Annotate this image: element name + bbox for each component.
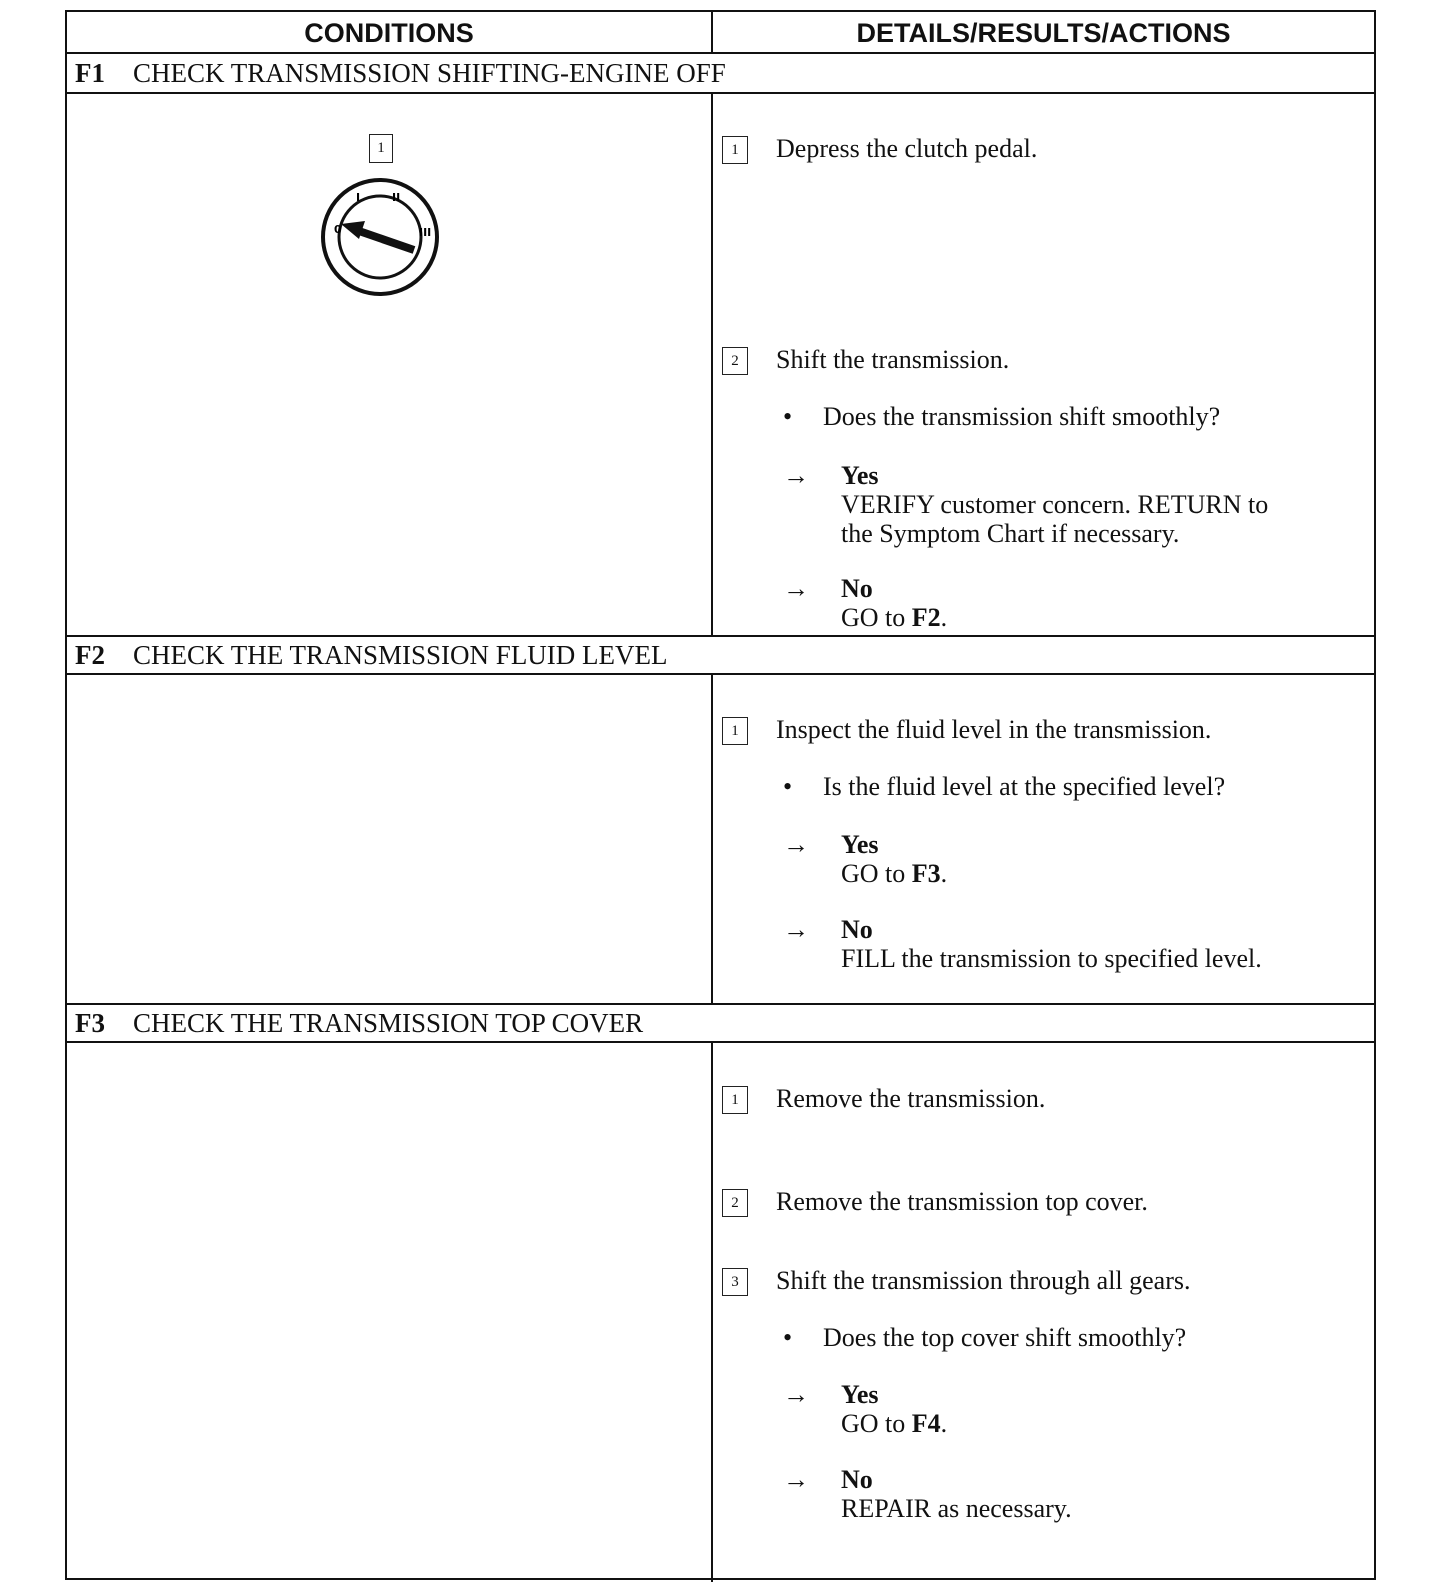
section-code: F2 [75,640,105,670]
section-title-text: CHECK THE TRANSMISSION FLUID LEVEL [133,640,668,670]
step-number-box: 1 [722,136,748,164]
divider [67,92,1374,94]
answer-action: GO to F3. [841,859,948,888]
dial-mark: III [419,226,432,239]
step-text: Shift the transmission through all gears. [776,1266,1191,1295]
arrow-right-icon: → [783,915,809,944]
step-text: Remove the transmission top cover. [776,1187,1148,1216]
column-divider [711,1041,713,1582]
no-branch [783,1465,1072,1523]
answer-action: REPAIR as necessary. [841,1494,1072,1523]
bullet-icon: • [783,402,793,431]
section-title-f2 [75,640,668,671]
section-title-f3 [75,1008,643,1039]
figure-step-box: 1 [369,134,393,163]
divider [67,635,1374,637]
dial-mark: II [392,191,401,204]
step-item [722,1187,1148,1217]
divider [67,673,1374,675]
arrow-right-icon: → [783,830,809,859]
step-number-box: 2 [722,1189,748,1217]
divider [67,52,1374,54]
divider [67,1003,1374,1005]
column-divider [711,92,713,635]
answer-label: Yes [841,830,879,859]
question-item [783,772,1225,802]
answer-label: Yes [841,1380,879,1409]
question-text: Does the transmission shift smoothly? [823,402,1221,431]
section-title-text: CHECK TRANSMISSION SHIFTING-ENGINE OFF [133,58,726,88]
answer-label: No [841,574,873,603]
answer-label: No [841,915,873,944]
question-item [783,402,1220,432]
bullet-icon: • [783,772,793,801]
no-branch [783,574,947,632]
answer-label: No [841,1465,873,1494]
yes-branch [783,830,947,888]
divider [67,1041,1374,1043]
column-divider [711,673,713,1003]
answer-action: GO to F4. [841,1409,948,1438]
question-text: Does the top cover shift smoothly? [823,1323,1187,1352]
diagnostic-table [65,10,1376,1580]
answer-action: GO to F2. [841,603,948,632]
step-item [722,134,1037,164]
section-title-text: CHECK THE TRANSMISSION TOP COVER [133,1008,644,1038]
answer-action: the Symptom Chart if necessary. [841,519,1180,548]
arrow-right-icon: → [783,1465,809,1494]
column-divider [711,12,713,52]
answer-label: Yes [841,461,879,490]
bullet-icon: • [783,1323,793,1352]
question-item [783,1323,1186,1353]
question-text: Is the fluid level at the specified level? [823,772,1226,801]
arrow-right-icon: → [783,461,809,490]
section-code: F1 [75,58,105,88]
conditions-header: CONDITIONS [304,18,474,48]
step-number-box: 2 [722,347,748,375]
step-item [722,1084,1045,1114]
yes-branch [783,1380,947,1438]
section-title-f1 [75,58,726,89]
step-item [722,345,1009,375]
step-item [722,1266,1191,1296]
step-number-box: 3 [722,1268,748,1296]
step-text: Inspect the fluid level in the transmission. [776,715,1212,744]
yes-branch [783,461,1268,548]
step-text: Remove the transmission. [776,1084,1046,1113]
answer-action: VERIFY customer concern. RETURN to [841,490,1269,519]
arrow-right-icon: → [783,1380,809,1409]
dial-mark: 0 [334,223,342,236]
arrow-right-icon: → [783,574,809,603]
no-branch [783,915,1262,973]
ignition-switch-icon [319,176,441,303]
section-code: F3 [75,1008,105,1038]
details-header: DETAILS/RESULTS/ACTIONS [856,18,1231,48]
step-number-box: 1 [722,717,748,745]
step-text: Depress the clutch pedal. [776,134,1038,163]
step-number-box: 1 [722,1086,748,1114]
step-item [722,715,1211,745]
answer-action: FILL the transmission to specified level. [841,944,1262,973]
dial-mark: I [356,191,361,204]
step-text: Shift the transmission. [776,345,1010,374]
